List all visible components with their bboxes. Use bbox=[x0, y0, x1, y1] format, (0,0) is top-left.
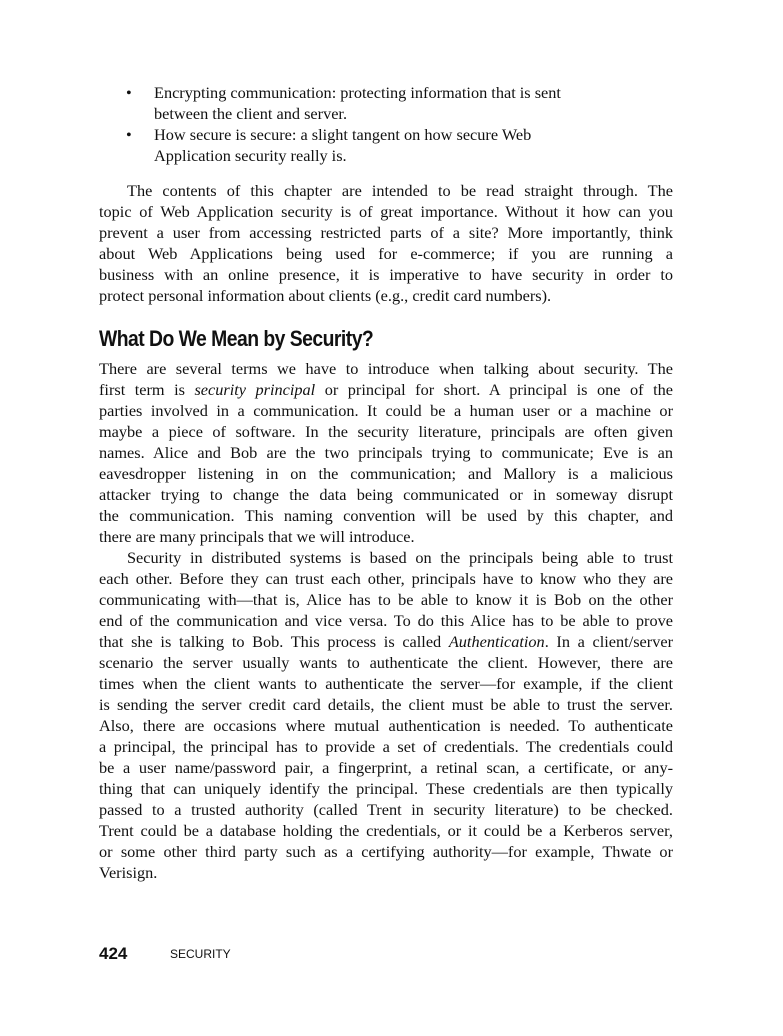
text-line bbox=[99, 201, 673, 222]
text-line bbox=[99, 243, 673, 264]
text-segment: scenario the server usually wants to authenticate the client. However, there are bbox=[99, 653, 673, 672]
text-segment: protect personal information about clients (e.g., credit card numbers). bbox=[99, 286, 552, 305]
text-segment: Verisign. bbox=[99, 863, 158, 882]
text-segment: Security in distributed systems is based on the principals being able to trust bbox=[127, 548, 673, 567]
text-line bbox=[99, 631, 673, 652]
text-line bbox=[99, 400, 673, 421]
text-segment: eavesdropper listening in on the communication; and Mallory is a malicious bbox=[99, 464, 673, 483]
text-line bbox=[99, 484, 673, 505]
bullet-icon: • bbox=[126, 125, 132, 144]
bullet-list bbox=[99, 82, 673, 166]
text-segment: there are many principals that we will introduce. bbox=[99, 527, 415, 546]
text-segment: be a user name/password pair, a fingerprint, a retinal scan, a certificate, or any- bbox=[99, 758, 673, 777]
text-line bbox=[99, 379, 673, 400]
text-segment: thing that can uniquely identify the principal. These credentials are then typically bbox=[99, 779, 673, 798]
text-segment: about Web Applications being used for e-commerce; if you are running a bbox=[99, 244, 673, 263]
text-segment: attacker trying to change the data being communicated or in someway disrupt bbox=[99, 485, 673, 504]
paragraph-principals bbox=[99, 358, 673, 547]
text-line bbox=[99, 180, 673, 201]
text-segment: the communication. This naming convention will be used by this chapter, and bbox=[99, 506, 673, 525]
text-line bbox=[99, 862, 673, 883]
text-segment: topic of Web Application security is of great importance. Without it how can you bbox=[99, 202, 673, 221]
text-line: Encrypting communication: protecting information that is sent bbox=[154, 83, 561, 102]
text-line bbox=[99, 589, 673, 610]
text-line bbox=[99, 568, 673, 589]
text-segment: times when the client wants to authenticate the server—for example, if the client bbox=[99, 674, 673, 693]
text-segment: communicating with—that is, Alice has to be able to know it is Bob on the other bbox=[99, 590, 673, 609]
text-line bbox=[99, 505, 673, 526]
text-segment: There are several terms we have to introduce when talking about security. The bbox=[99, 359, 673, 378]
text-segment: that she is talking to Bob. This process is called bbox=[99, 632, 449, 651]
text-line bbox=[99, 715, 673, 736]
text-line bbox=[99, 673, 673, 694]
text-segment: The contents of this chapter are intended to be read straight through. The bbox=[127, 181, 673, 200]
text-line bbox=[99, 421, 673, 442]
text-line bbox=[99, 841, 673, 862]
text-line bbox=[99, 442, 673, 463]
text-line bbox=[99, 547, 673, 568]
text-segment: business with an online presence, it is imperative to have security in order to bbox=[99, 265, 673, 284]
text-line bbox=[99, 358, 673, 379]
bullet-icon: • bbox=[126, 83, 132, 102]
paragraph-trust bbox=[99, 547, 673, 883]
section-heading: What Do We Mean by Security? bbox=[99, 326, 374, 351]
text-line bbox=[99, 652, 673, 673]
text-line bbox=[99, 285, 673, 306]
text-segment: Trent could be a database holding the credentials, or it could be a Kerberos server, bbox=[99, 821, 673, 840]
text-line bbox=[99, 757, 673, 778]
text-segment: or principal for short. A principal is one of the bbox=[315, 380, 673, 399]
text-line bbox=[99, 222, 673, 243]
text-segment: names. Alice and Bob are the two principals trying to communicate; Eve is an bbox=[99, 443, 673, 462]
text-segment: end of the communication and vice versa. To do this Alice has to be able to prove bbox=[99, 611, 673, 630]
text-line bbox=[99, 526, 673, 547]
text-segment: a principal, the principal has to provide a set of credentials. The credentials could bbox=[99, 737, 673, 756]
text-segment: is sending the server credit card details, the client must be able to trust the server. bbox=[99, 695, 673, 714]
text-line bbox=[99, 778, 673, 799]
text-line bbox=[99, 799, 673, 820]
running-head: SECURITY bbox=[170, 947, 231, 961]
text-segment: . In a client/server bbox=[544, 632, 673, 651]
text-line: Application security really is. bbox=[154, 146, 347, 165]
text-segment: parties involved in a communication. It could be a human user or a machine or bbox=[99, 401, 673, 420]
text-line bbox=[99, 820, 673, 841]
text-segment: prevent a user from accessing restricted parts of a site? More importantly, think bbox=[99, 223, 673, 242]
text-segment: first term is bbox=[99, 380, 195, 399]
text-line bbox=[99, 610, 673, 631]
text-line bbox=[99, 736, 673, 757]
text-segment: maybe a piece of software. In the security literature, principals are often given bbox=[99, 422, 673, 441]
page-number: 424 bbox=[99, 944, 128, 963]
intro-paragraph bbox=[99, 180, 673, 306]
text-line bbox=[99, 463, 673, 484]
page-footer bbox=[99, 944, 231, 964]
bullet-item bbox=[99, 124, 673, 166]
text-line bbox=[99, 264, 673, 285]
text-line: between the client and server. bbox=[154, 104, 348, 123]
text-segment: each other. Before they can trust each other, principals have to know who they are bbox=[99, 569, 673, 588]
emphasis-text: security principal bbox=[194, 380, 316, 399]
text-line bbox=[99, 694, 673, 715]
bullet-item bbox=[99, 82, 673, 124]
emphasis-text: Authentication bbox=[448, 632, 545, 651]
text-segment: or some other third party such as a certifying authority—for example, Thwate or bbox=[99, 842, 673, 861]
text-line: How secure is secure: a slight tangent on how secure Web bbox=[154, 125, 532, 144]
text-segment: passed to a trusted authority (called Trent in security literature) to be checked. bbox=[99, 800, 673, 819]
text-segment: Also, there are occasions where mutual authentication is needed. To authenticate bbox=[99, 716, 673, 735]
